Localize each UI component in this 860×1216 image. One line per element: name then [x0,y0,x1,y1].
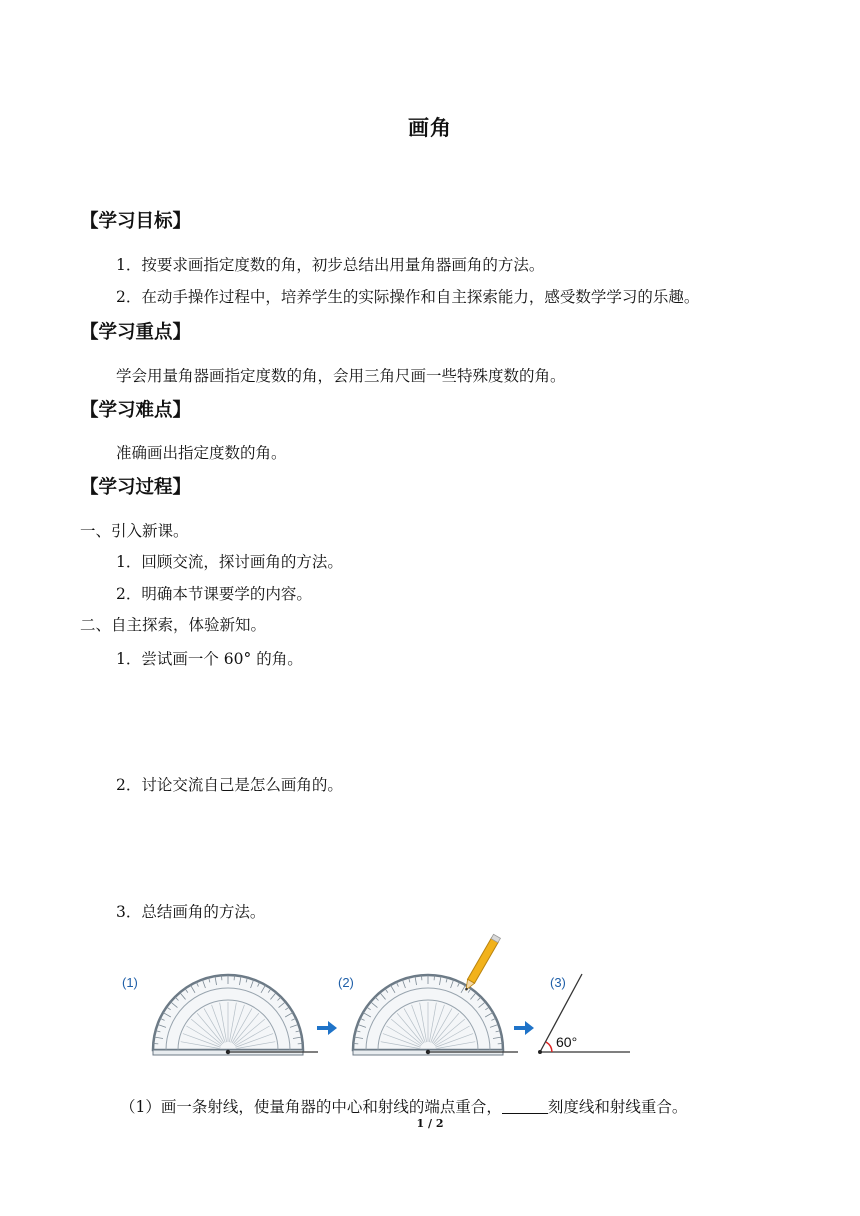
part2-item-3: 3．总结画角的方法。 [116,903,266,921]
protractor-steps-figure [112,922,642,1066]
part2-title: 二、自主探索，体验新知。 [80,616,267,634]
angle-label: 60° [556,1034,578,1050]
goals-heading: 【学习目标】 [80,211,192,232]
goal-item-1: 1．按要求画指定度数的角，初步总结出用量角器画角的方法。 [116,256,545,274]
step1-text [120,1095,687,1117]
step-label-2: (2) [338,975,354,990]
right-arrow-icon [317,1021,337,1035]
difficulty-text: 准确画出指定度数的角。 [116,444,287,462]
pencil-icon [462,934,500,992]
key-text: 学会用量角器画指定度数的角，会用三角尺画一些特殊度数的角。 [116,367,566,385]
step1-after-blank: 刻度线和射线重合。 [547,1098,688,1116]
part1-item-1: 1．回顾交流，探讨画角的方法。 [116,553,343,571]
difficulty-heading: 【学习难点】 [80,400,192,421]
fill-in-blank[interactable] [502,1099,548,1114]
part1-title: 一、引入新课。 [80,522,189,540]
step-label-3: (3) [550,975,566,990]
protractor-step-1 [153,975,303,1055]
part1-item-2: 2．明确本节课要学的内容。 [116,585,312,603]
step-label-1: (1) [122,975,138,990]
step1-before-blank: （1）画一条射线，使量角器的中心和射线的端点重合， [120,1098,502,1116]
protractor-step-2 [353,975,503,1055]
right-arrow-icon [514,1021,534,1035]
key-heading: 【学习重点】 [80,322,192,343]
part2-item-1: 1．尝试画一个 60° 的角。 [116,650,303,668]
page-title: 画角 [408,115,452,140]
process-heading: 【学习过程】 [80,477,192,498]
goal-item-2: 2．在动手操作过程中，培养学生的实际操作和自主探索能力，感受数学学习的乐趣。 [116,288,700,306]
part2-item-2: 2．讨论交流自己是怎么画角的。 [116,776,343,794]
page-number: 1 / 2 [416,1117,444,1130]
